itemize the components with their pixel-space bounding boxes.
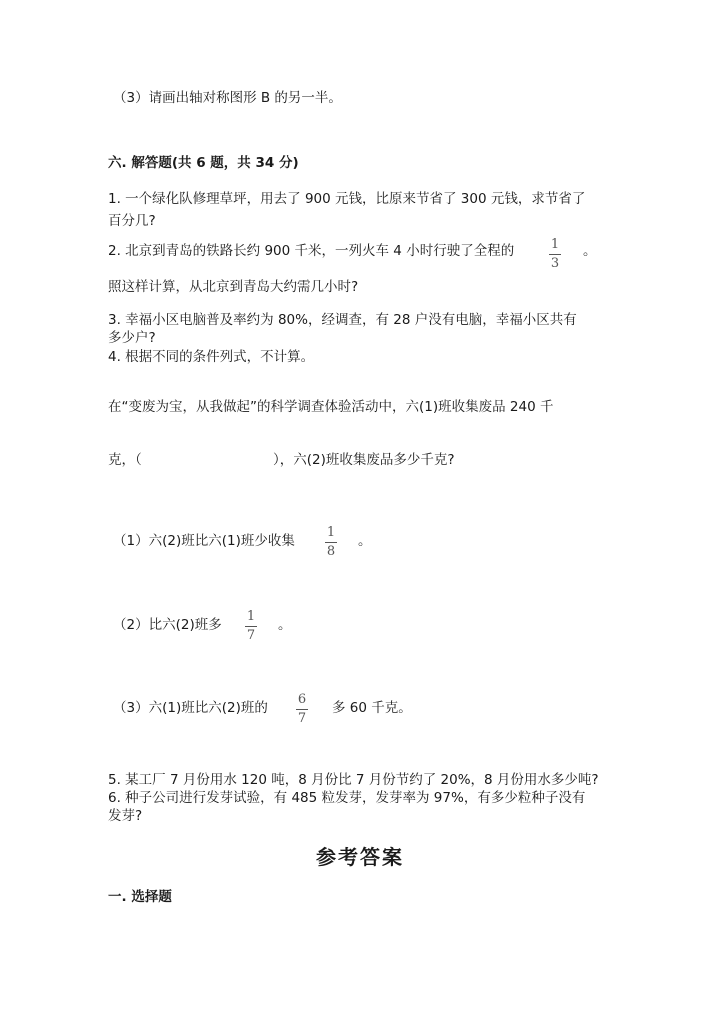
sub-question-1-fraction	[325, 526, 337, 558]
sub-question-3-fraction	[296, 693, 308, 725]
problem-4-context-line2b: ），六(2)班收集废品多少千克?	[273, 452, 455, 468]
sub-question-3-text: （3）六(1)班比六(2)班的	[113, 700, 268, 716]
fraction-denominator: 8	[326, 544, 336, 559]
problem-4-line1: 4. 根据不同的条件列式，不计算。	[108, 349, 315, 365]
answers-title: 参考答案	[316, 845, 404, 869]
sub-question-2-end: 。	[278, 617, 292, 633]
fraction-bar	[245, 626, 257, 627]
fraction-denominator: 7	[297, 711, 307, 726]
fraction-numerator: 1	[550, 237, 560, 252]
answers-section-1: 一. 选择题	[108, 889, 172, 905]
fraction-bar	[325, 542, 337, 543]
question-3-prev: （3）请画出轴对称图形 B 的另一半。	[113, 90, 342, 106]
fraction-denominator: 7	[246, 628, 256, 643]
fraction-denominator: 3	[550, 256, 560, 271]
section-6-title: 六. 解答题(共 6 题，共 34 分)	[108, 155, 299, 171]
problem-6-line2: 发芽?	[108, 808, 143, 824]
fraction-numerator: 1	[326, 525, 336, 540]
problem-6-line1: 6. 种子公司进行发芽试验，有 485 粒发芽，发芽率为 97%，有多少粒种子没有	[108, 790, 586, 806]
problem-5: 5. 某工厂 7 月份用水 120 吨，8 月份比 7 月份节约了 20%，8 月份用水多少吨?	[108, 772, 599, 788]
sub-question-2-fraction	[245, 610, 257, 642]
sub-question-1-end: 。	[358, 533, 372, 549]
problem-2-end: 。	[583, 243, 597, 259]
problem-2-text: 2. 北京到青岛的铁路长约 900 千米，一列火车 4 小时行驶了全程的	[108, 243, 515, 259]
problem-4-context-line1: 在“变废为宝，从我做起”的科学调查体验活动中，六(1)班收集废品 240 千	[108, 399, 554, 415]
problem-1-line2: 百分几?	[108, 213, 156, 229]
fraction-numerator: 6	[297, 692, 307, 707]
problem-3-line1: 3. 幸福小区电脑普及率约为 80%，经调查，有 28 户没有电脑，幸福小区共有	[108, 312, 577, 328]
fraction-bar	[296, 709, 308, 710]
problem-1-line1: 1. 一个绿化队修理草坪，用去了 900 元钱，比原来节省了 300 元钱，求节省了	[108, 191, 586, 207]
problem-3-line2: 多少户?	[108, 330, 156, 346]
fraction-numerator: 1	[246, 609, 256, 624]
sub-question-1-text: （1）六(2)班比六(1)班少收集	[113, 533, 295, 549]
fraction-bar	[549, 254, 561, 255]
sub-question-2-text: （2）比六(2)班多	[113, 617, 222, 633]
problem-2-fraction	[549, 238, 561, 270]
problem-4-context-line2a: 克，（	[108, 452, 142, 468]
problem-2-line2: 照这样计算，从北京到青岛大约需几小时?	[108, 279, 359, 295]
sub-question-3-end: 多 60 千克。	[332, 700, 412, 716]
